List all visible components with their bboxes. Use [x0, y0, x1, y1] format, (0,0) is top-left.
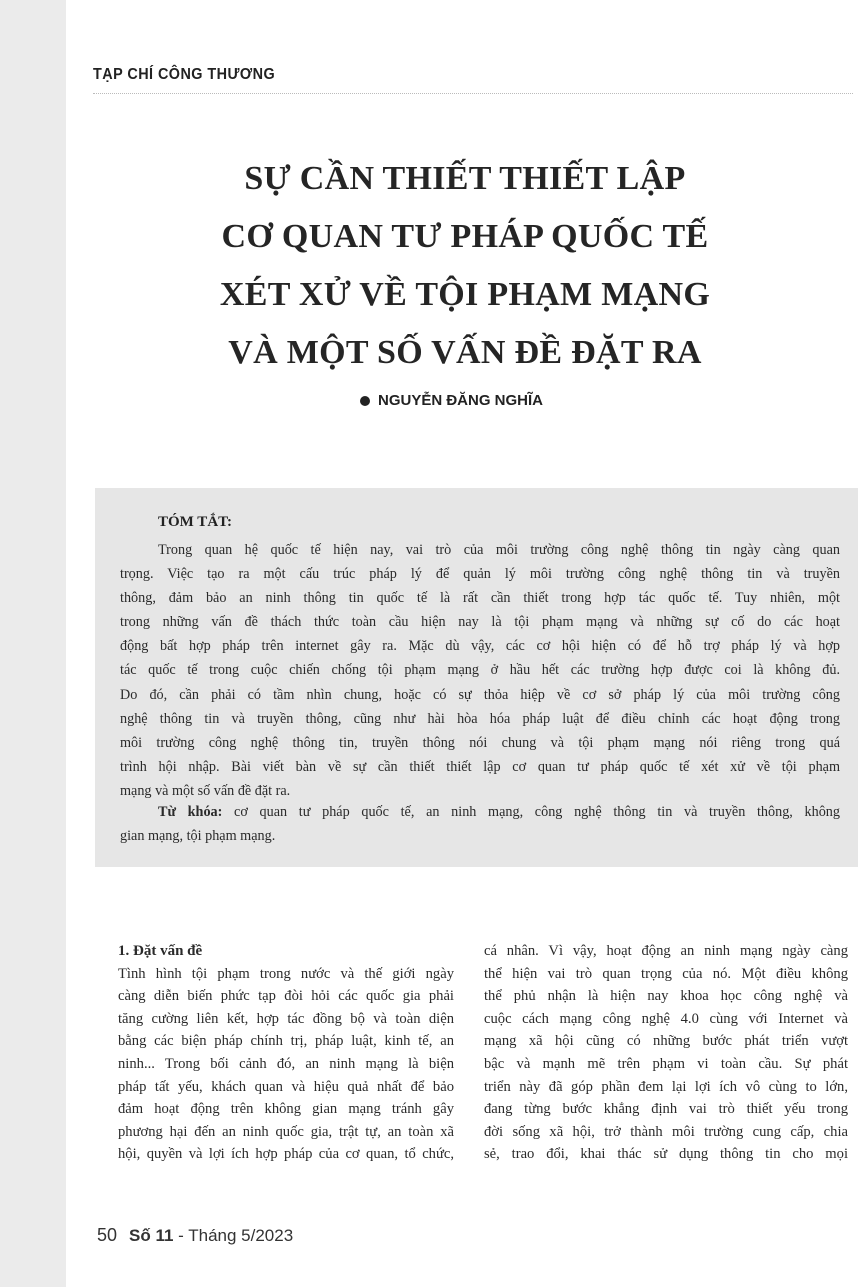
keywords-text: cơ quan tư pháp quốc tế, an ninh mạng, công nghệ thông tin và truyền thông, không: [222, 804, 840, 820]
abstract-line: thông, đảm bảo an ninh thông tin quốc tế là rất cần thiết trong hợp tác quốc tế. Tuy nhiên, một: [120, 590, 840, 607]
title-line: CƠ QUAN TƯ PHÁP QUỐC TẾ: [221, 218, 709, 255]
page-footer: [97, 1225, 293, 1246]
keywords-line: gian mạng, tội phạm mạng.: [120, 828, 276, 845]
abstract-line: nghệ thông tin và truyền thông, cũng như hài hòa hóa pháp luật để điều chỉnh các hoạt động trong: [120, 710, 840, 727]
body-line: càng diễn biến phức tạp đòi hỏi các quốc gia phải: [118, 988, 454, 1005]
author-byline: [360, 392, 543, 409]
body-line: thể phủ nhận là hiện nay khoa học công nghệ và: [484, 988, 848, 1005]
title-line: XÉT XỬ VỀ TỘI PHẠM MẠNG: [219, 276, 711, 313]
abstract-heading: TÓM TẮT:: [158, 514, 233, 530]
body-column-right: [484, 940, 848, 1166]
abstract-text: [120, 538, 840, 803]
abstract-line: tác quốc tế trong cuộc chiến chống tội phạm mạng ở hầu hết các trường hợp được coi là không đủ.: [120, 662, 840, 679]
body-line: Tình hình tội phạm trong nước và thế giới ngày: [118, 965, 454, 982]
journal-name: TẠP CHÍ CÔNG THƯƠNG: [93, 66, 276, 83]
abstract-line: môi trường công nghệ thông tin, truyền thông nói chung và tội phạm mạng nói riêng trong quá: [120, 734, 840, 751]
abstract-line: Trong quan hệ quốc tế hiện nay, vai trò của môi trường công nghệ thông tin ngày càng quan: [158, 542, 840, 558]
article-title: [160, 150, 770, 382]
keywords-line: [158, 800, 840, 824]
body-line: đảm hoạt động trên không gian mạng tránh gây: [118, 1101, 454, 1118]
title-line: VÀ MỘT SỐ VẤN ĐỀ ĐẶT RA: [228, 334, 702, 371]
body-column-left: [118, 940, 454, 1166]
body-line: hội, quyền và lợi ích hợp pháp của cơ quan, tổ chức,: [118, 1146, 454, 1163]
body-line: cá nhân. Vì vậy, hoạt động an ninh mạng ngày càng: [484, 943, 848, 959]
body-line: thể hiện vai trò quan trọng của nó. Một điều không: [484, 965, 848, 982]
issue-date: - Tháng 5/2023: [173, 1226, 294, 1245]
abstract-line: Do đó, cần phải có tầm nhìn chung, hoặc có sự thỏa hiệp về cơ sở pháp lý của môi trường công: [120, 686, 840, 703]
body-line: triển này đã góp phần đem lại lợi ích vô cùng to lớn,: [484, 1078, 848, 1095]
body-line: sẻ, trao đổi, khai thác sử dụng thông tin cho mọi: [484, 1146, 848, 1163]
abstract-line: mạng và một số vấn đề đặt ra.: [120, 782, 291, 799]
bullet-icon: [360, 396, 370, 406]
body-line: phương hại đến an ninh quốc gia, trật tự, an toàn xã: [118, 1123, 454, 1140]
abstract-line: trọng. Việc tạo ra một cấu trúc pháp lý để quản lý môi trường công nghệ thông tin và truyền: [120, 566, 840, 583]
abstract-line: động bất hợp pháp trên internet gây ra. Mặc dù vậy, các cơ hội hiện có để hỗ trợ pháp lý và hợp: [120, 638, 840, 655]
body-line: bằng các biện pháp chính trị, pháp luật, kinh tế, an: [118, 1033, 454, 1050]
page-margin-strip: [0, 0, 66, 1287]
issue-number: Số 11: [129, 1226, 174, 1245]
abstract-line: trình hội nhập. Bài viết bàn về sự cần thiết thiết lập cơ quan tư pháp quốc tế xét xử về tội phạm: [120, 758, 840, 775]
header-rule: [93, 93, 853, 94]
keywords: [120, 800, 840, 848]
body-line: pháp tất yếu, khách quan và hiệu quả nhất để bảo: [118, 1078, 454, 1095]
section-heading: 1. Đặt vấn đề: [118, 943, 203, 959]
body-line: ninh... Trong bối cảnh đó, an ninh mạng là biện: [118, 1055, 454, 1072]
title-line: SỰ CẦN THIẾT THIẾT LẬP: [244, 160, 686, 197]
body-line: tăng cường liên kết, hợp tác đồng bộ và toàn diện: [118, 1010, 454, 1027]
body-line: bậc và mạnh mẽ trên phạm vi toàn cầu. Sự phát: [484, 1055, 848, 1072]
body-line: đời sống xã hội, trở thành môi trường cung cấp, chia: [484, 1123, 848, 1140]
body-line: đang từng bước khẳng định vai trò thiết yếu trong: [484, 1101, 848, 1118]
abstract-line: trong những vấn đề thách thức toàn cầu hiện nay là tội phạm mạng và những sự cố do các hoạt: [120, 614, 840, 631]
body-line: mạng xã hội cũng có những bước phát triển vượt: [484, 1033, 848, 1050]
page-number: 50: [97, 1225, 118, 1245]
keywords-label: Từ khóa:: [158, 804, 223, 820]
author-name: NGUYỄN ĐĂNG NGHĨA: [378, 392, 544, 409]
body-line: cuộc cách mạng công nghệ 4.0 cùng với Internet và: [484, 1010, 848, 1027]
